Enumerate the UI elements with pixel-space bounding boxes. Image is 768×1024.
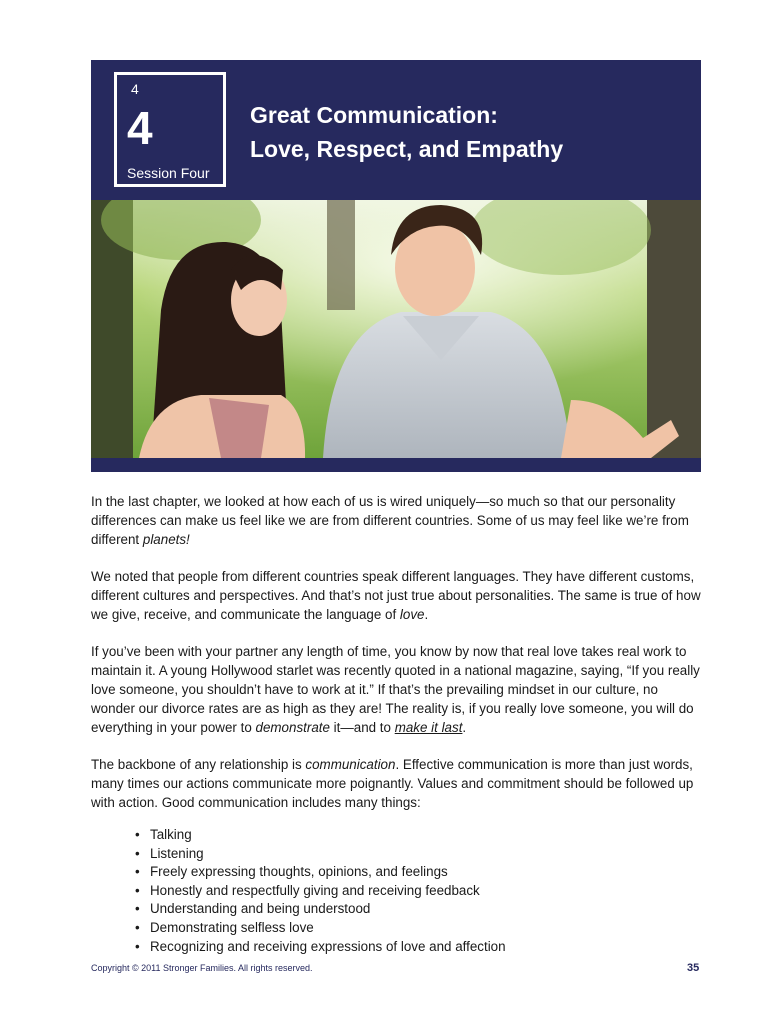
list-item: • Demonstrating selfless love (150, 919, 703, 938)
list-item: • Freely expressing thoughts, opinions, and feelings (150, 863, 703, 882)
session-label: Session Four (127, 165, 210, 181)
list-item: • Understanding and being understood (150, 900, 703, 919)
communication-list (91, 826, 703, 956)
session-number-box (114, 72, 226, 187)
couple-photo (91, 200, 701, 458)
chapter-title-line1: Great Communication: (250, 102, 498, 128)
body-text (91, 492, 703, 956)
paragraph-2: We noted that people from different countries speak different languages. They have different customs, different cultures and perspectives. And that’s not just true about personalities. The same is true of how we give, receive, and communicate the language of love. (91, 569, 701, 622)
list-item: • Honestly and respectfully giving and receiving feedback (150, 882, 703, 901)
paragraph-3: If you’ve been with your partner any length of time, you know by now that real love takes real work to maintain it. A young Hollywood starlet was recently quoted in a national magazine, saying, “If you really love someone, you shouldn’t have to work at it.” If that’s the prevailing mindset in our culture, no wonder our divorce rates are as high as they are! The reality is, if you really love someone, you will do everything in your power to demonstrate it—and to make it last. (91, 644, 700, 735)
paragraph-1: In the last chapter, we looked at how each of us is wired uniquely—so much so that our personality differences can make us feel like we are from different countries. Some of us may feel like we’re from different planets! (91, 494, 689, 547)
copyright-notice: Copyright © 2011 Stronger Families. All rights reserved. (91, 963, 313, 973)
list-item: • Recognizing and receiving expressions of love and affection (150, 938, 703, 957)
chapter-title-line2: Love, Respect, and Empathy (250, 136, 564, 162)
list-item: • Talking (150, 826, 703, 845)
photo-bottom-band (91, 458, 701, 472)
page-number: 35 (687, 962, 700, 974)
session-number-small: 4 (131, 81, 139, 97)
paragraph-4: The backbone of any relationship is communication. Effective communication is more than just words, many times our actions communicate more poignantly. Values and commitment should be followed up with action. Good communication includes many things: (91, 757, 694, 810)
chapter-title (250, 98, 563, 166)
list-item: • Listening (150, 845, 703, 864)
session-number-big: 4 (127, 102, 153, 154)
